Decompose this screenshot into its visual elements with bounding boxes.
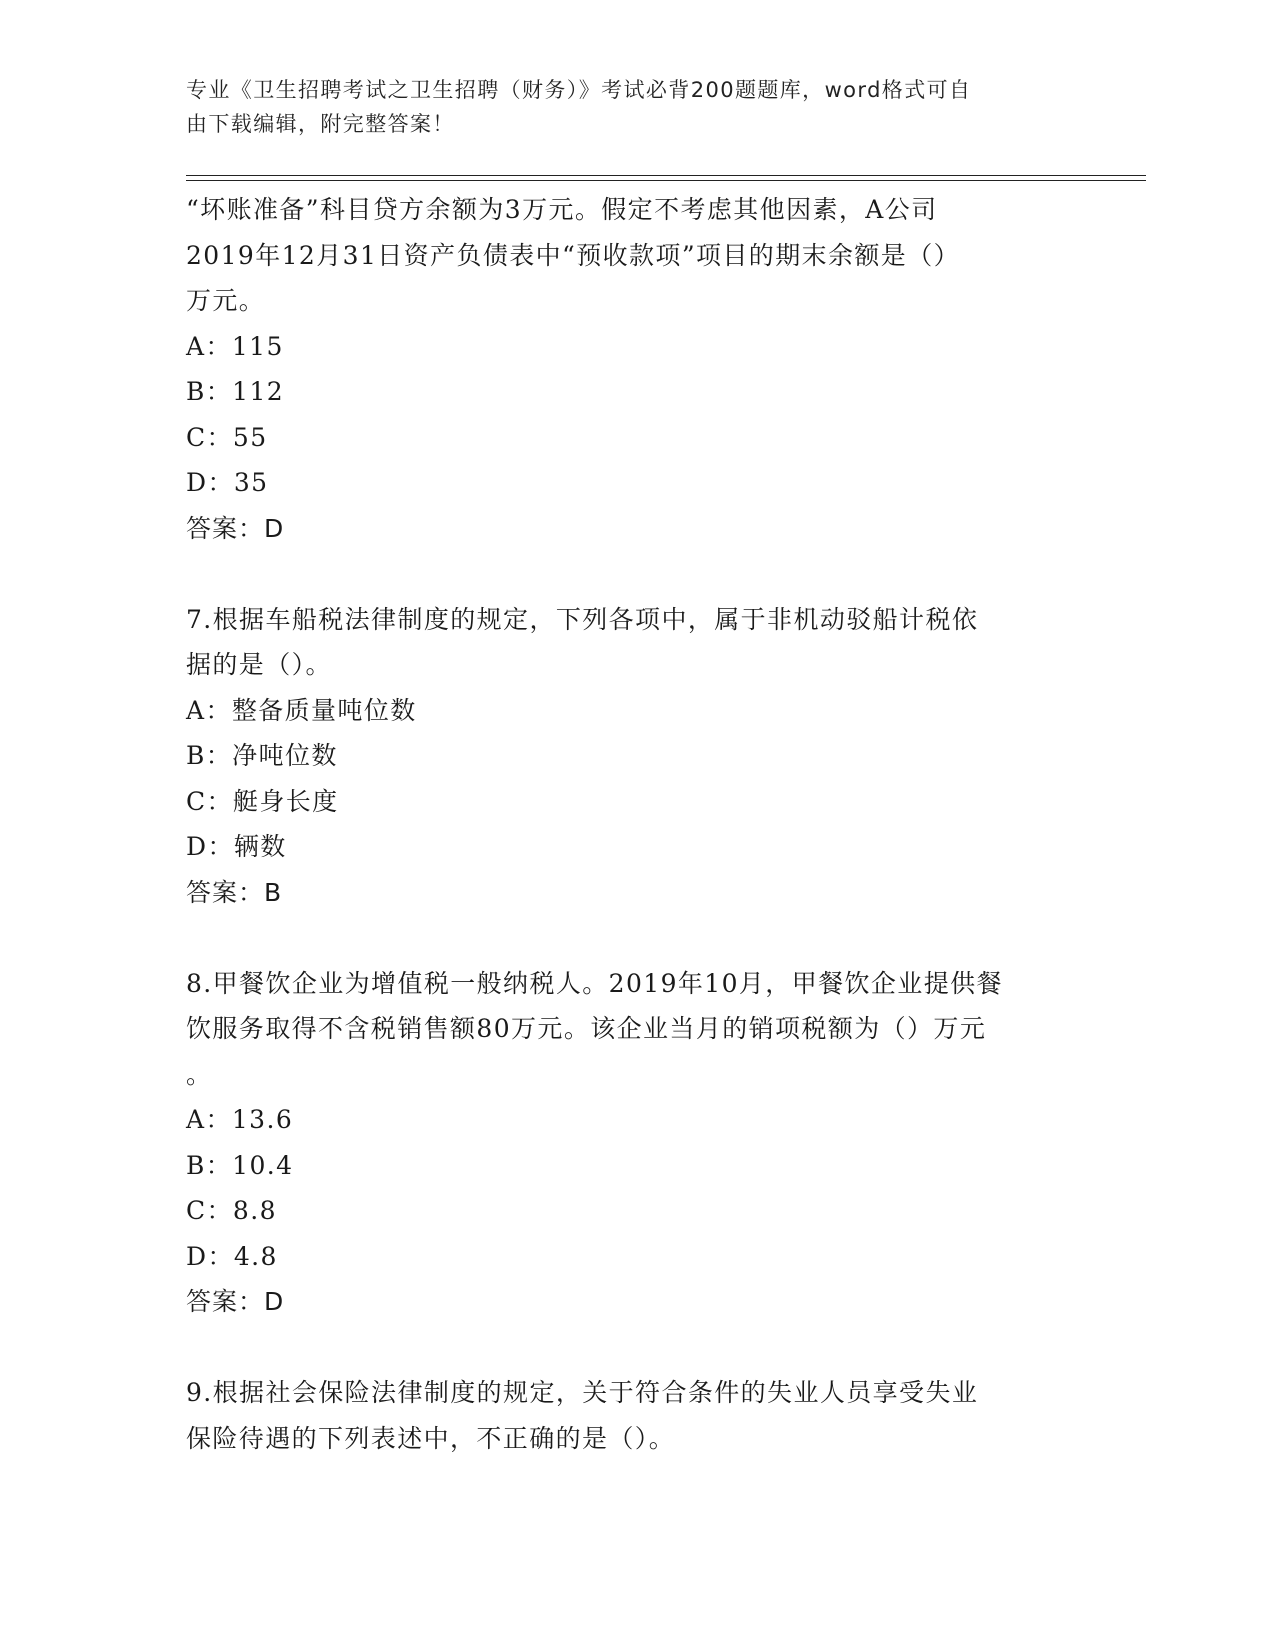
answer-line: 答案：D	[186, 1287, 285, 1316]
question-text-line: 保险待遇的下列表述中，不正确的是（）。	[186, 1423, 676, 1453]
question-block	[186, 961, 1106, 1325]
option-a: A：13.6	[186, 1105, 294, 1134]
question-text-line: “坏账准备”科目贷方余额为3万元。假定不考虑其他因素，A公司	[186, 195, 938, 224]
answer-line: 答案：D	[186, 513, 285, 543]
question-block	[186, 1370, 1106, 1461]
question-list	[186, 187, 1106, 1461]
option-a: A：整备质量吨位数	[186, 695, 417, 725]
option-d: D：35	[186, 468, 269, 497]
option-d: D：辆数	[186, 832, 287, 861]
question-block	[186, 597, 1106, 916]
option-a: A：115	[186, 331, 284, 361]
question-text-line: 8.甲餐饮企业为增值税一般纳税人。2019年10月，甲餐饮企业提供餐	[186, 968, 1003, 998]
question-text-line: 7.根据车船税法律制度的规定，下列各项中，属于非机动驳船计税依	[186, 604, 979, 634]
answer-line: 答案：B	[186, 877, 283, 907]
question-text-line: 饮服务取得不含税销售额80万元。该企业当月的销项税额为（）万元	[186, 1014, 987, 1043]
question-text-line: 。	[186, 1059, 213, 1089]
header-line: 由下载编辑，附完整答案！	[186, 112, 455, 136]
option-c: C：55	[186, 422, 268, 452]
document-header	[186, 73, 1066, 141]
option-b: B：112	[186, 377, 285, 406]
question-text-line: 2019年12月31日资产负债表中“预收款项”项目的期末余额是（）	[186, 240, 961, 270]
option-c: C：8.8	[186, 1196, 277, 1225]
header-line: 专业《卫生招聘考试之卫生招聘（财务）》考试必背200题题库，word格式可自	[186, 78, 972, 102]
question-text-line: 9.根据社会保险法律制度的规定，关于符合条件的失业人员享受失业	[186, 1378, 979, 1407]
question-block	[186, 187, 1106, 551]
option-b: B：净吨位数	[186, 741, 338, 770]
option-d: D：4.8	[186, 1241, 278, 1271]
header-divider	[186, 180, 1146, 181]
question-text-line: 万元。	[186, 286, 266, 315]
option-b: B：10.4	[186, 1150, 294, 1180]
header-divider	[186, 175, 1146, 176]
option-c: C：艇身长度	[186, 786, 339, 816]
question-text-line: 据的是（）。	[186, 650, 332, 679]
